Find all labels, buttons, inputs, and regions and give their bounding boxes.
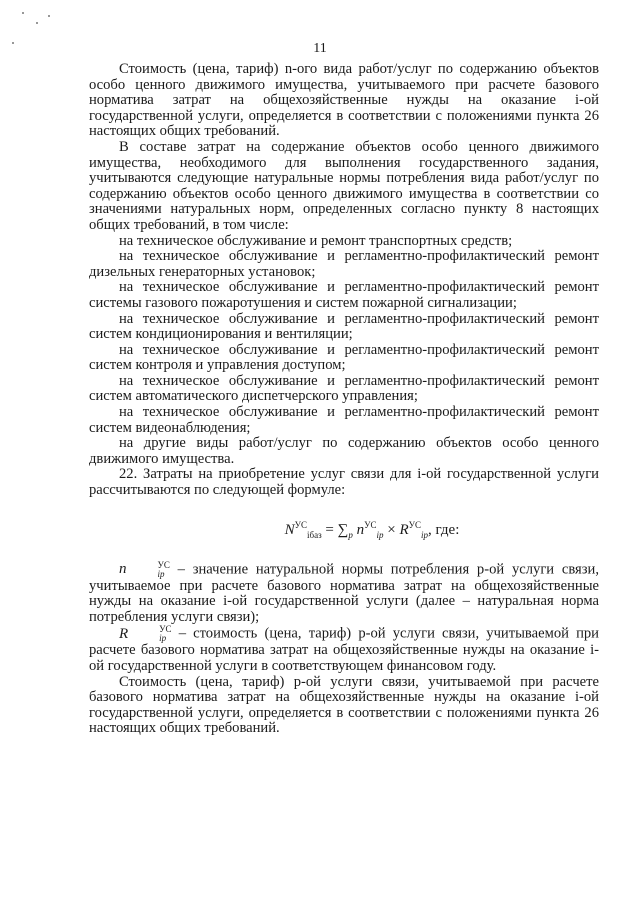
formula-r-symbol: R: [399, 521, 409, 538]
def-n-symbol: n: [119, 561, 127, 578]
formula: [117, 514, 627, 546]
definition-r: [89, 625, 599, 674]
list-item: на техническое обслуживание и регламентно-профилактический ремонт дизельных генераторных установок;: [89, 248, 599, 280]
equals-sign: =: [325, 521, 334, 538]
definition-r-text: – стоимость (цена, тариф) p-ой услуги связи, учитываемой при расчете базового норматива затрат на общехозяйственные нужды на оказание i-ой государственной услуги в соответствующем финансовом году.: [89, 625, 599, 674]
definition-n: [89, 561, 599, 626]
list-item: на техническое обслуживание и регламентно-профилактический ремонт систем видеонаблюдения;: [89, 404, 599, 436]
speck: [48, 15, 50, 17]
formula-lhs-symbol: N: [284, 521, 295, 538]
def-r-sub: ip: [159, 633, 167, 644]
paragraph: Стоимость (цена, тариф) n-ого вида работ/услуг по содержанию объектов особо ценного движимого имущества, учитываемого при расчете базового норматива затрат на общехозяйственные нужды на оказание i-ой государственной услуги, определяется в соответствии с положениями пункта 26 настоящих общих требований.: [89, 61, 599, 140]
formula-r-sub: ip: [420, 529, 428, 540]
list-item: на техническое обслуживание и регламентно-профилактический ремонт систем кондиционирования и вентиляции;: [89, 310, 599, 343]
sum-sign: ∑: [337, 521, 349, 538]
speck: [22, 12, 24, 14]
definition-n-text: – значение натуральной нормы потребления p-ой услуги связи, учитываемое при расчете базового норматива затрат на общехозяйственные нужды на оказание i-ой государственной услуги (далее – натуральная норма потребления услуги связи);: [89, 561, 599, 625]
formula-r-sup: УС: [408, 519, 421, 530]
paragraph: В составе затрат на содержание объектов особо ценного движимого имущества, необходимого для выполнения государственного задания, учитываются следующие натуральные нормы потребления вида работ/услуг по содержанию объектов особо ценного движимого имущества в соответствии со значениями натуральных норм, определенных согласно пункту 8 настоящих общих требований, в том числе:: [89, 138, 599, 233]
document-body: [89, 62, 599, 737]
speck: [36, 22, 38, 24]
formula-n-sub: ip: [376, 529, 384, 540]
page-number: 11: [313, 41, 327, 56]
formula-n-sup: УС: [364, 519, 377, 530]
formula-lhs-sup: УС: [294, 519, 308, 530]
times-sign: ×: [387, 521, 396, 538]
paragraph: Стоимость (цена, тариф) p-ой услуги связи, учитываемой при расчете базового норматива затрат на общехозяйственные нужды на оказание i-ой государственной услуги, определяется в соответствии с положениями пункта 26 настоящих общих требований.: [89, 673, 599, 737]
def-r-sup: УС: [159, 624, 172, 635]
formula-sum-sub: p: [348, 529, 353, 540]
def-r-symbol: R: [119, 625, 129, 642]
list-item: на техническое обслуживание и ремонт транспортных средств;: [119, 232, 513, 249]
def-n-sub: ip: [157, 568, 165, 579]
formula-n-symbol: n: [356, 521, 365, 538]
list-item: на техническое обслуживание и регламентно-профилактический ремонт систем автоматического диспетчерского управления;: [89, 372, 599, 405]
list-item: на техническое обслуживание и регламентно-профилактический ремонт систем контроля и управления доступом;: [89, 341, 599, 374]
formula-lhs-sub: iбаз: [307, 529, 322, 540]
list-item: на другие виды работ/услуг по содержанию объектов особо ценного движимого имущества.: [89, 435, 599, 467]
def-n-sup: УС: [157, 559, 170, 570]
list-item: на техническое обслуживание и регламентно-профилактический ремонт системы газового пожаротушения и систем пожарной сигнализации;: [89, 279, 599, 311]
formula-suffix: , где:: [428, 521, 460, 538]
section-22-paragraph: 22. Затраты на приобретение услуг связи для i-ой государственной услуги рассчитываются по следующей формуле:: [89, 466, 599, 499]
